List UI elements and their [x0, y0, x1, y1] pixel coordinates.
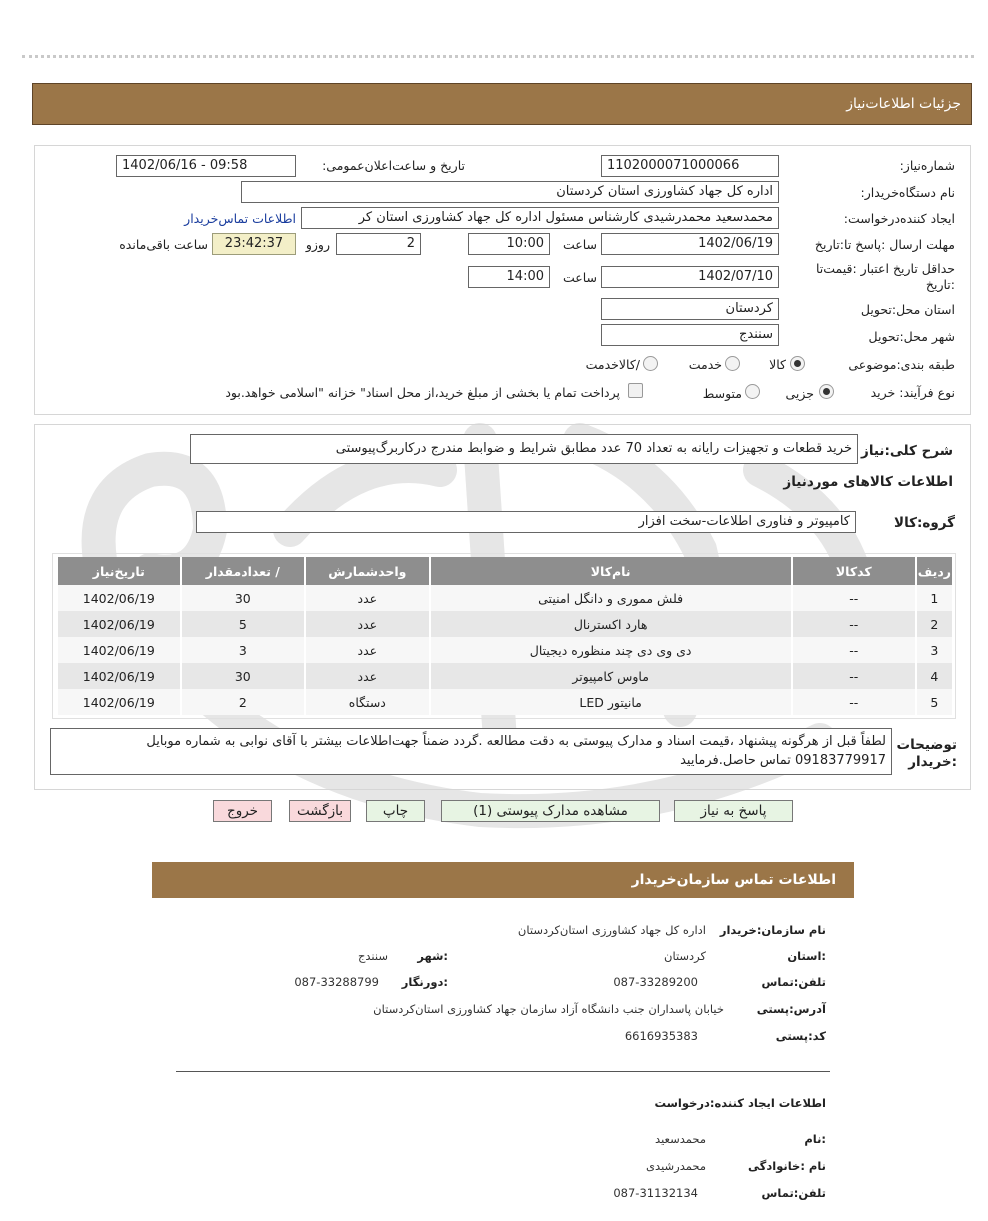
remaining-time-label: ساعت باقی‌مانده	[119, 237, 208, 252]
contact-org-value: اداره کل جهاد کشاورزی استان‌کردستان	[517, 923, 706, 937]
creator-name-label: :نام	[804, 1132, 826, 1146]
category-service-label: خدمت	[688, 357, 722, 372]
need-number-field: 1102000071000066	[601, 155, 779, 177]
row-number: 5	[916, 689, 952, 715]
deadline-time-field: 10:00	[468, 233, 550, 255]
page-header	[32, 83, 972, 125]
treasury-payment-note: پرداخت تمام یا بخشی از مبلغ خرید،از محل اسناد" خزانه "اسلامی خواهد.بود	[225, 385, 620, 400]
item-qty: 5	[181, 611, 305, 637]
table-row	[57, 637, 952, 663]
item-qty: 30	[181, 663, 305, 689]
buyer-contact-title: اطلاعات تماس سازمان‌خریدار	[631, 872, 836, 888]
goods-table	[56, 557, 952, 715]
contact-address-value: خیابان پاسداران جنب دانشگاه آزاد سازمان جهاد کشاورزی استان‌کردستان	[373, 1002, 724, 1016]
goods-group-field: کامپیوتر و فناوری اطلاعات-سخت افزار	[196, 511, 856, 533]
process-medium-radio[interactable]	[745, 384, 760, 399]
category-goods-radio[interactable]	[790, 356, 805, 371]
col-unit-header: واحدشمارش	[305, 557, 430, 585]
item-qty: 30	[181, 585, 305, 611]
process-type-label: نوع فرآیند: خرید	[870, 385, 955, 400]
creator-label: ایجاد کننده‌درخواست:	[843, 211, 955, 226]
item-name: هارد اکسترنال	[430, 611, 792, 637]
contact-fax-label: :دورنگار	[401, 975, 448, 989]
contact-phone-label: تلفن:تماس	[761, 975, 826, 989]
item-unit: عدد	[305, 585, 430, 611]
category-goods-service-label: /کالاخدمت	[585, 357, 640, 372]
item-date: 1402/06/19	[57, 689, 181, 715]
contact-fax-value: 087-33288799	[294, 975, 379, 989]
buyer-notes-line-2: 09183779917 تماس حاصل.فرمایید	[680, 753, 886, 768]
col-qty-header: / تعدادمقدار	[181, 557, 305, 585]
table-row	[57, 663, 952, 689]
creator-family-value: محمدرشیدی	[646, 1159, 706, 1173]
province-label: استان محل:تحویل	[860, 302, 955, 317]
item-date: 1402/06/19	[57, 637, 181, 663]
item-name: فلش مموری و دانگل امنیتی	[430, 585, 792, 611]
view-attachments-button[interactable]: مشاهده مدارک پیوستی (1)	[441, 800, 660, 822]
category-goods-label: کالا	[769, 357, 786, 372]
col-code-header: کدکالا	[792, 557, 916, 585]
top-dotted-divider	[22, 55, 974, 58]
validity-time-label: ساعت	[562, 270, 597, 285]
item-qty: 3	[181, 637, 305, 663]
contact-org-label: نام سازمان:خریدار	[719, 923, 826, 937]
item-name: مانیتور LED	[430, 689, 792, 715]
need-description-field: خرید قطعات و تجهیزات رایانه به تعداد 70 عدد مطابق شرایط و ضوابط مندرج درکاربرگ‌پیوستی	[190, 434, 858, 464]
days-remaining-field: 2	[336, 233, 421, 255]
deadline-date-field: 1402/06/19	[601, 233, 779, 255]
back-button[interactable]: بازگشت	[289, 800, 351, 822]
contact-city-label: :شهر	[417, 949, 448, 963]
goods-table-header	[57, 557, 952, 585]
process-medium-label: متوسط	[702, 386, 742, 401]
need-number-label: شماره‌نیاز:	[899, 158, 955, 173]
buyer-contact-link[interactable]: اطلاعات تماس‌خریدار	[184, 211, 296, 226]
table-row	[57, 611, 952, 637]
item-code: --	[792, 585, 916, 611]
category-goods-service-radio[interactable]	[643, 356, 658, 371]
deadline-label: مهلت ارسال :پاسخ تا:تاریخ	[814, 237, 955, 252]
buyer-notes-field	[50, 728, 892, 775]
item-unit: عدد	[305, 663, 430, 689]
deadline-time-label: ساعت	[562, 237, 597, 252]
creator-phone-value: 087-31132134	[613, 1186, 698, 1200]
need-description-label: شرح کلی:نیاز	[861, 443, 953, 459]
contact-postal-label: کد:پستی	[775, 1029, 826, 1043]
creator-family-label: نام :خانوادگی	[748, 1159, 826, 1173]
goods-group-label: گروه:کالا	[894, 515, 955, 531]
buyer-notes-line-1: لطفاً قبل از هرگونه پیشنهاد ،قیمت اسناد و مدارک پیوستی به دقت مطالعه .گردد ضمناً جهت‌اطلاعات بیشتر با آقای نوابی به شماره موبایل	[146, 734, 886, 749]
row-number: 2	[916, 611, 952, 637]
treasury-payment-checkbox[interactable]	[628, 383, 643, 398]
province-field: کردستان	[601, 298, 779, 320]
item-name: دی وی دی چند منظوره دیجیتال	[430, 637, 792, 663]
item-date: 1402/06/19	[57, 611, 181, 637]
creator-name-value: محمدسعید	[655, 1132, 706, 1146]
row-number: 3	[916, 637, 952, 663]
exit-button[interactable]: خروج	[213, 800, 272, 822]
col-row-header: ردیف	[916, 557, 952, 585]
item-date: 1402/06/19	[57, 585, 181, 611]
item-name: ماوس کامپیوتر	[430, 663, 792, 689]
validity-label: حداقل تاریخ اعتبار :قیمت‌تا :تاریخ	[815, 261, 955, 292]
contact-province-label: :استان	[787, 949, 826, 963]
process-partial-label: جزیی	[785, 386, 814, 401]
creator-field: محمدسعید محمدرشیدی کارشناس مسئول اداره کل جهاد کشاورزی استان کر	[301, 207, 779, 229]
creator-phone-label: تلفن:تماس	[761, 1186, 826, 1200]
creator-info-title: اطلاعات ایجاد کننده:درخواست	[654, 1096, 826, 1110]
contact-postal-value: 6616935383	[624, 1029, 698, 1043]
remaining-time-counter: 23:42:37	[212, 233, 296, 255]
item-unit: دستگاه	[305, 689, 430, 715]
item-unit: عدد	[305, 611, 430, 637]
row-number: 1	[916, 585, 952, 611]
item-qty: 2	[181, 689, 305, 715]
row-number: 4	[916, 663, 952, 689]
col-date-header: تاریخ‌نیاز	[57, 557, 181, 585]
buyer-contact-header	[152, 862, 854, 898]
col-name-header: نام‌کالا	[430, 557, 792, 585]
buyer-org-field: اداره کل جهاد کشاورزی استان کردستان	[241, 181, 779, 203]
buyer-org-label: نام دستگاه‌خریدار:	[860, 185, 955, 200]
goods-info-title: اطلاعات کالاهای موردنیاز	[783, 474, 953, 490]
contact-address-label: آدرس:پستی	[756, 1002, 826, 1016]
table-row	[57, 689, 952, 715]
contact-phone-value: 087-33289200	[613, 975, 698, 989]
item-code: --	[792, 611, 916, 637]
days-label: روزو	[305, 237, 330, 252]
item-unit: عدد	[305, 637, 430, 663]
contact-divider	[176, 1071, 830, 1072]
print-button[interactable]: چاپ	[366, 800, 425, 822]
process-partial-radio[interactable]	[819, 384, 834, 399]
category-label: طبقه بندی:موضوعی	[848, 357, 955, 372]
table-row	[57, 585, 952, 611]
buyer-notes-label: توضیحات :خریدار	[896, 737, 957, 770]
page-header-title: جزئیات اطلاعات‌نیاز	[846, 96, 961, 112]
city-label: شهر محل:تحویل	[868, 329, 955, 344]
contact-city-value: سنندج	[357, 949, 388, 963]
item-code: --	[792, 637, 916, 663]
validity-time-field: 14:00	[468, 266, 550, 288]
item-code: --	[792, 663, 916, 689]
item-code: --	[792, 689, 916, 715]
category-service-radio[interactable]	[725, 356, 740, 371]
city-field: سنندج	[601, 324, 779, 346]
item-date: 1402/06/19	[57, 663, 181, 689]
validity-date-field: 1402/07/10	[601, 266, 779, 288]
announce-datetime-field: 1402/06/16 - 09:58	[116, 155, 296, 177]
contact-province-value: کردستان	[664, 949, 706, 963]
announce-label: تاریخ و ساعت‌اعلان‌عمومی:	[322, 158, 465, 173]
reply-to-need-button[interactable]: پاسخ به نیاز	[674, 800, 793, 822]
